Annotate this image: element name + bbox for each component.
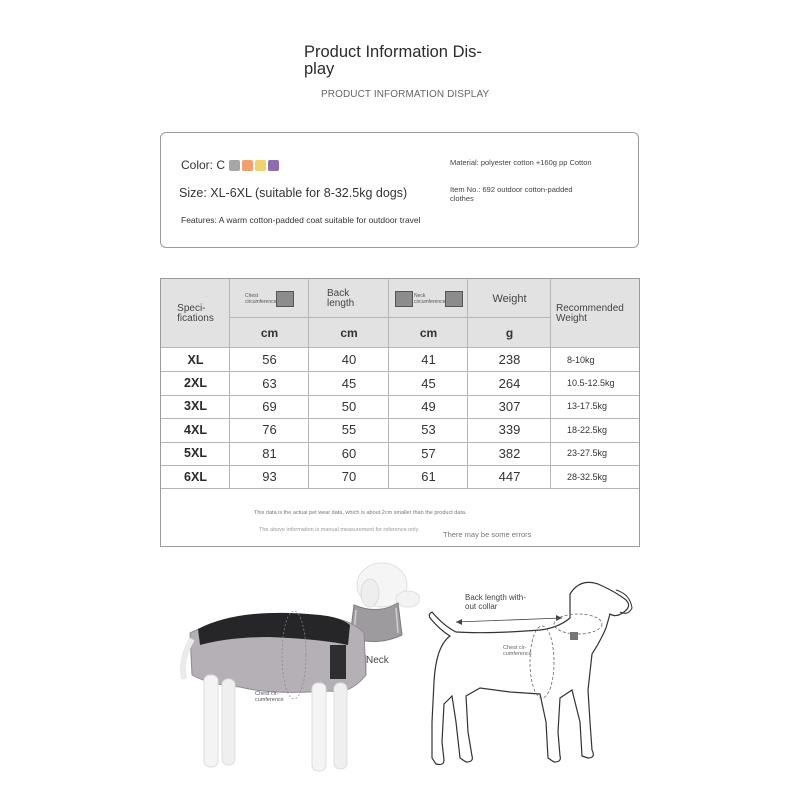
table-cell-chest: 81 bbox=[262, 445, 277, 461]
page-subtitle: PRODUCT INFORMATION DISPLAY bbox=[321, 89, 490, 100]
table-cell-chest: 63 bbox=[262, 375, 277, 391]
table-cell-neck: 61 bbox=[421, 469, 436, 485]
chest-photo-icon bbox=[276, 291, 294, 307]
table-cell-neck: 41 bbox=[421, 352, 436, 368]
product-info-box bbox=[160, 132, 639, 248]
table-cell-neck: 53 bbox=[421, 422, 436, 438]
size-table bbox=[160, 278, 640, 547]
size-text: Size: XL-6XL (suitable for 8-32.5kg dogs) bbox=[179, 186, 408, 200]
color-swatch[interactable] bbox=[242, 160, 253, 171]
back-length-label: Back length with- out collar bbox=[465, 593, 526, 611]
neck-photo-icon bbox=[395, 291, 413, 307]
table-cell-size: 2XL bbox=[184, 376, 207, 391]
color-swatch[interactable] bbox=[268, 160, 279, 171]
header-specifications: Speci- fications bbox=[161, 279, 230, 348]
table-cell-recommended: 13-17.5kg bbox=[567, 401, 608, 412]
table-cell-weight: 238 bbox=[498, 352, 521, 368]
table-cell-size: 5XL bbox=[184, 446, 207, 461]
table-cell-weight: 264 bbox=[498, 375, 521, 391]
header-back-length: Back length bbox=[309, 279, 389, 318]
table-cell-chest: 69 bbox=[262, 398, 277, 414]
chest-label-right: Chest cir- cumference bbox=[503, 645, 532, 657]
table-cell-chest: 93 bbox=[262, 469, 277, 485]
color-swatch[interactable] bbox=[255, 160, 266, 171]
grid-line bbox=[230, 317, 551, 318]
table-note-1: This data is the actual pet wear data, which is about 2cm smaller than the product data. bbox=[254, 510, 467, 516]
table-note-3: There may be some errors bbox=[443, 530, 532, 539]
table-cell-chest: 56 bbox=[262, 352, 277, 368]
table-cell-recommended: 8-10kg bbox=[567, 354, 595, 365]
color-label: Color: C bbox=[181, 158, 226, 172]
table-cell-weight: 447 bbox=[498, 469, 521, 485]
table-cell-size: 3XL bbox=[184, 399, 207, 414]
table-cell-weight: 382 bbox=[498, 445, 521, 461]
table-cell-back: 60 bbox=[341, 445, 357, 461]
material-text: Material: polyester cotton +160g pp Cotton bbox=[450, 158, 592, 167]
table-note-2: The above information is manual measurement for reference only. bbox=[259, 527, 420, 533]
table-cell-neck: 57 bbox=[421, 445, 436, 461]
table-cell-back: 55 bbox=[341, 422, 357, 438]
unit-weight: g bbox=[468, 318, 551, 348]
color-swatch[interactable] bbox=[229, 160, 240, 171]
header-recommended-weight: Recommended Weight bbox=[551, 279, 639, 348]
table-cell-back: 45 bbox=[341, 375, 357, 391]
header-neck bbox=[389, 279, 468, 318]
row-divider bbox=[161, 395, 639, 396]
row-divider bbox=[161, 465, 639, 466]
row-divider bbox=[161, 371, 639, 372]
table-cell-back: 50 bbox=[341, 398, 357, 414]
chest-label-left: Chest cir- cumference bbox=[255, 691, 284, 703]
unit-back: cm bbox=[309, 318, 389, 348]
grid-line bbox=[161, 488, 639, 489]
row-divider bbox=[161, 418, 639, 419]
header-chest-label: Chest circumference bbox=[245, 292, 277, 305]
color-row bbox=[181, 158, 279, 172]
table-cell-back: 70 bbox=[341, 469, 357, 485]
table-cell-back: 40 bbox=[341, 352, 357, 368]
header-neck-label: Neck circumference bbox=[414, 292, 446, 305]
table-cell-size: XL bbox=[187, 352, 204, 367]
dog-in-coat-image bbox=[170, 555, 420, 785]
table-cell-chest: 76 bbox=[262, 422, 277, 438]
header-weight: Weight bbox=[468, 279, 551, 318]
table-cell-neck: 49 bbox=[421, 398, 436, 414]
row-divider bbox=[161, 442, 639, 443]
header-chest bbox=[230, 279, 309, 318]
table-cell-weight: 339 bbox=[498, 422, 521, 438]
table-cell-recommended: 10.5-12.5kg bbox=[567, 378, 615, 389]
page-title: Product Information Dis- play bbox=[304, 43, 482, 78]
neck-photo-icon-2 bbox=[445, 291, 463, 307]
table-cell-recommended: 28-32.5kg bbox=[567, 471, 608, 482]
unit-neck: cm bbox=[389, 318, 468, 348]
features-text: Features: A warm cotton-padded coat suitable for outdoor travel bbox=[181, 215, 421, 225]
table-cell-size: 6XL bbox=[184, 469, 207, 484]
table-cell-neck: 45 bbox=[421, 375, 436, 391]
unit-chest: cm bbox=[230, 318, 309, 348]
item-number-text: Item No.: 692 outdoor cotton-padded clothes bbox=[450, 185, 573, 203]
table-cell-size: 4XL bbox=[184, 422, 207, 437]
table-cell-weight: 307 bbox=[498, 398, 521, 414]
table-cell-recommended: 18-22.5kg bbox=[567, 424, 608, 435]
color-swatches bbox=[227, 160, 279, 171]
table-cell-recommended: 23-27.5kg bbox=[567, 448, 608, 459]
neck-label: Neck bbox=[366, 655, 389, 666]
